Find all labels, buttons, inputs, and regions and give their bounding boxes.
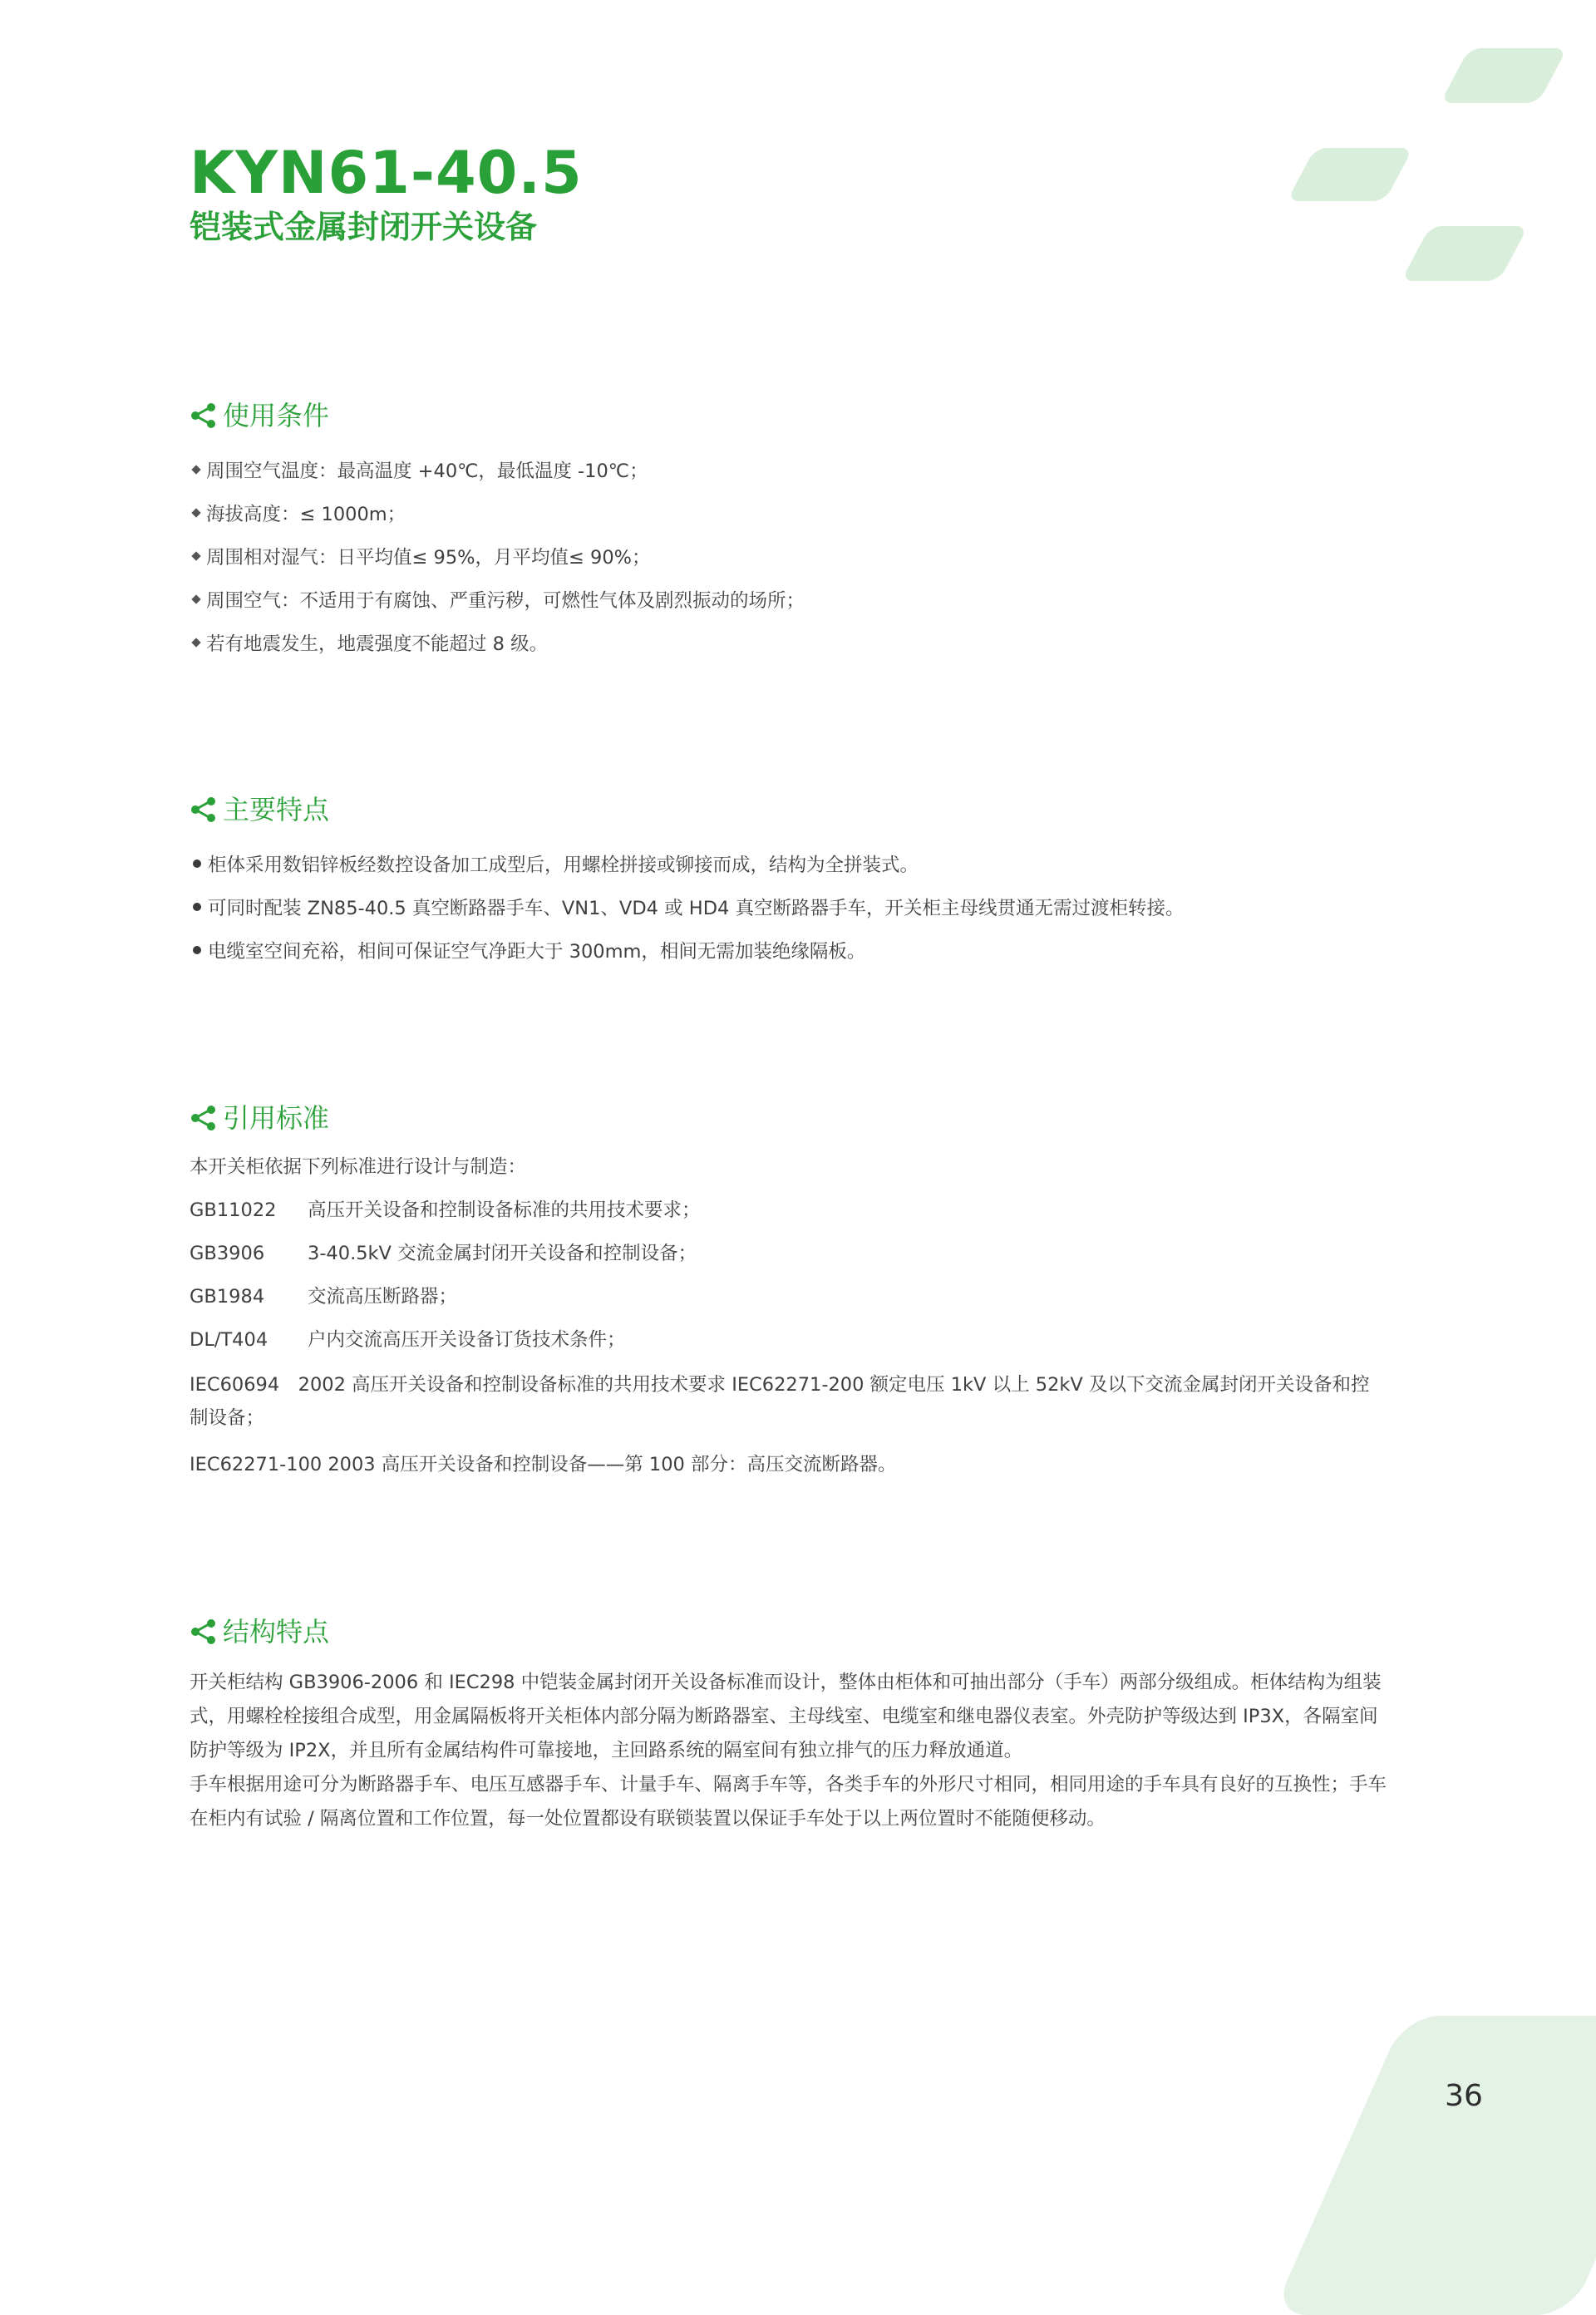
list-item-text: 可同时配装 ZN85-40.5 真空断路器手车、VN1、VD4 或 HD4 真空断路器手车，开关柜主母线贯通无需过渡柜转接。 bbox=[208, 898, 1185, 919]
diamond-bullet-icon bbox=[191, 551, 200, 560]
dot-bullet-icon bbox=[193, 903, 201, 911]
decor-shape-lower bbox=[1401, 226, 1528, 281]
diamond-bullet-icon bbox=[191, 508, 200, 517]
standard-code: DL/T404 bbox=[190, 1329, 268, 1351]
standard-title: 交流高压断路器； bbox=[308, 1286, 458, 1308]
list-item bbox=[190, 928, 1184, 972]
page-number: 36 bbox=[1445, 2079, 1483, 2113]
decor-shape-top-right bbox=[1440, 48, 1567, 103]
list-item-text: 柜体采用数铝锌板经数控设备加工成型后，用螺栓拼接或铆接而成，结构为全拼装式。 bbox=[208, 855, 919, 876]
dot-bullet-icon bbox=[193, 946, 201, 954]
structure-paragraph: 开关柜结构 GB3906-2006 和 IEC298 中铠装金属封闭开关设备标准而设计，整体由柜体和可抽出部分（手车）两部分级组成。柜体结构为组装式，用螺栓栓接组合成型，用金属隔板将开关柜体内部分隔为断路器室、主母线室、电缆室和继电器仪表室。外壳防护等级达到 IP3X，各隔室间防护等级为 IP2X，并且所有金属结构件可靠接地，主回路系统的隔室间有独立排气的压力释放通道。 bbox=[190, 1672, 1382, 1761]
standard-row bbox=[190, 1325, 626, 1355]
list-item-text: 电缆室空间充裕，相间可保证空气净距大于 300mm，相间无需加装绝缘隔板。 bbox=[208, 941, 866, 963]
standard-row bbox=[190, 1282, 457, 1312]
features-list bbox=[190, 842, 1184, 972]
section-features bbox=[190, 791, 1387, 963]
standards-intro: 本开关柜依据下列标准进行设计与制造： bbox=[190, 1156, 527, 1178]
structure-body bbox=[190, 1666, 1387, 1836]
standard-code: GB3906 bbox=[190, 1243, 265, 1264]
share-icon bbox=[190, 796, 218, 823]
list-item bbox=[190, 885, 1184, 928]
share-icon bbox=[190, 1105, 218, 1131]
standard-title: 高压开关设备和控制设备标准的共用技术要求； bbox=[308, 1199, 701, 1221]
standard-title: 户内交流高压开关设备订货技术条件； bbox=[308, 1329, 626, 1351]
section-header bbox=[190, 791, 1387, 829]
section-title: 主要特点 bbox=[223, 794, 330, 825]
standard-row bbox=[190, 1195, 701, 1225]
list-item bbox=[190, 534, 805, 578]
section-structure bbox=[190, 1613, 1387, 1830]
standard-iec-line: IEC60694 2002 高压开关设备和控制设备标准的共用技术要求 IEC62271-200 额定电压 1kV 以上 52kV 及以下交流金属封闭开关设备和控制设备； bbox=[190, 1374, 1370, 1429]
section-title: 引用标准 bbox=[223, 1102, 330, 1134]
share-icon bbox=[190, 402, 218, 429]
section-header bbox=[190, 397, 1387, 435]
standard-row bbox=[190, 1239, 697, 1268]
list-item bbox=[190, 448, 805, 491]
diamond-bullet-icon bbox=[191, 638, 200, 647]
dot-bullet-icon bbox=[193, 860, 201, 868]
section-title: 使用条件 bbox=[223, 400, 330, 431]
structure-paragraph: 手车根据用途可分为断路器手车、电压互感器手车、计量手车、隔离手车等，各类手车的外形尺寸相同，相同用途的手车具有良好的互换性；手车在柜内有试验 / 隔离位置和工作位置，每一处位置都设有联锁装置以保证手车处于以上两位置时不能随便移动。 bbox=[190, 1774, 1387, 1830]
section-standards bbox=[190, 1099, 1387, 1475]
list-item-text: 海拔高度：≤ 1000m； bbox=[206, 504, 406, 525]
list-item bbox=[190, 621, 805, 664]
page-corner-tab bbox=[1272, 2016, 1596, 2315]
list-item bbox=[190, 842, 1184, 885]
list-item bbox=[190, 578, 805, 621]
section-conditions bbox=[190, 397, 1387, 655]
list-item-text: 周围相对湿气：日平均值≤ 95%，月平均值≤ 90%； bbox=[206, 547, 651, 569]
diamond-bullet-icon bbox=[191, 465, 200, 474]
standard-code: GB11022 bbox=[190, 1199, 277, 1221]
section-title: 结构特点 bbox=[223, 1616, 330, 1648]
section-header bbox=[190, 1613, 1387, 1651]
list-item-text: 若有地震发生，地震强度不能超过 8 级。 bbox=[206, 633, 549, 655]
section-header bbox=[190, 1099, 1387, 1137]
product-name-subtitle: 铠装式金属封闭开关设备 bbox=[190, 209, 538, 245]
standard-last-line: IEC62271-100 2003 高压开关设备和控制设备——第 100 部分：高压交流断路器。 bbox=[190, 1454, 897, 1475]
standard-title: 3-40.5kV 交流金属封闭开关设备和控制设备； bbox=[308, 1243, 697, 1264]
list-item-text: 周围空气温度：最高温度 +40℃，最低温度 -10℃； bbox=[206, 461, 648, 482]
diamond-bullet-icon bbox=[191, 594, 200, 603]
list-item bbox=[190, 491, 805, 534]
decor-shape-middle bbox=[1287, 148, 1413, 201]
list-item-text: 周围空气：不适用于有腐蚀、严重污秽，可燃性气体及剧烈振动的场所； bbox=[206, 590, 805, 612]
standard-code: GB1984 bbox=[190, 1286, 265, 1308]
share-icon bbox=[190, 1618, 218, 1645]
product-model-title: KYN61-40.5 bbox=[190, 139, 583, 207]
conditions-list bbox=[190, 448, 805, 664]
